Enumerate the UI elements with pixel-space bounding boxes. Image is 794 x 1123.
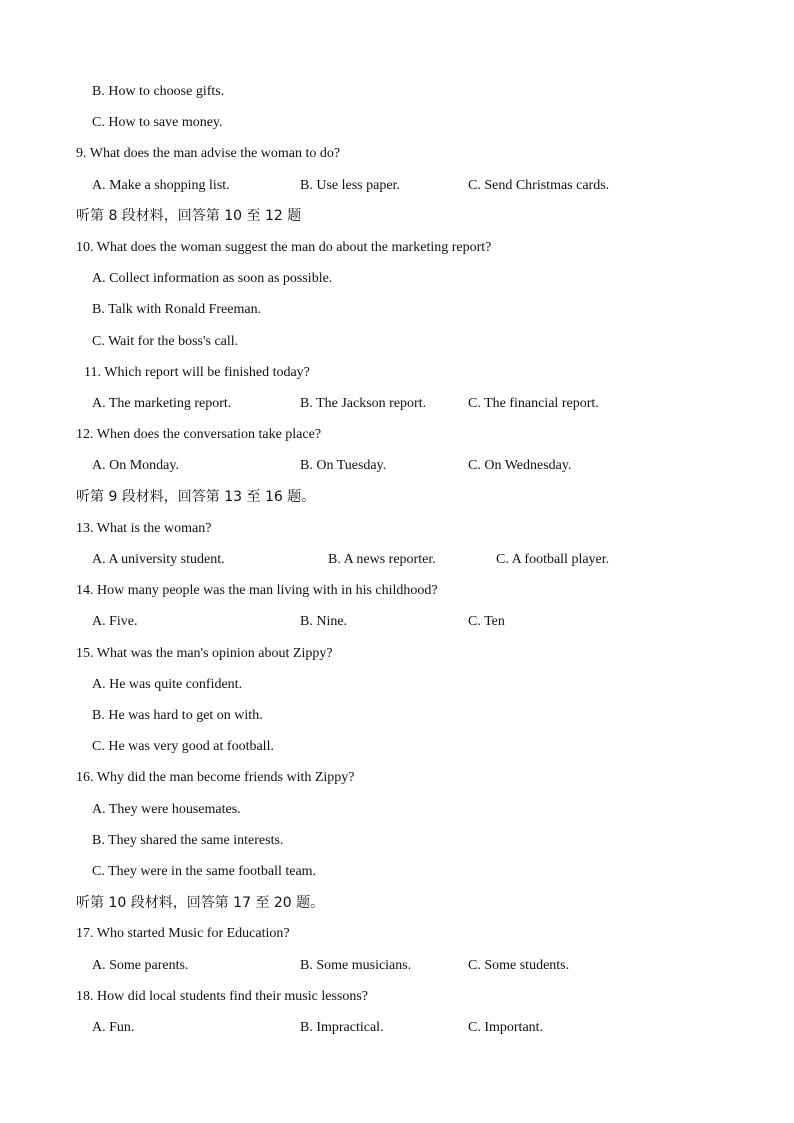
q17-option-c: C. Some students.	[468, 958, 570, 973]
section-heading-10: 听第 10 段材料，回答第 17 至 20 题。	[76, 895, 325, 911]
q15-option-b: B. He was hard to get on with.	[92, 708, 263, 723]
q15-option-c: C. He was very good at football.	[92, 739, 274, 754]
question-17: 17. Who started Music for Education?	[76, 926, 290, 941]
q9-option-c: C. Send Christmas cards.	[468, 178, 610, 193]
q16-option-b: B. They shared the same interests.	[92, 833, 284, 848]
q12-option-c: C. On Wednesday.	[468, 458, 572, 473]
q11-option-a: A. The marketing report.	[92, 396, 232, 411]
q8-option-c: C. How to save money.	[92, 115, 223, 130]
question-12: 12. When does the conversation take place?	[76, 427, 322, 442]
question-10: 10. What does the woman suggest the man do about the marketing report?	[76, 240, 492, 255]
section-heading-9: 听第 9 段材料，回答第 13 至 16 题。	[76, 489, 316, 505]
q14-option-c: C. Ten	[468, 614, 505, 629]
q9-option-b: B. Use less paper.	[300, 178, 400, 193]
q14-option-b: B. Nine.	[300, 614, 348, 629]
q17-option-a: A. Some parents.	[92, 958, 189, 973]
q12-option-b: B. On Tuesday.	[300, 458, 387, 473]
question-9: 9. What does the man advise the woman to do?	[76, 146, 341, 161]
q13-option-b: B. A news reporter.	[328, 552, 436, 567]
question-11: 11. Which report will be finished today?	[84, 365, 310, 380]
q18-option-b: B. Impractical.	[300, 1020, 384, 1035]
q18-option-a: A. Fun.	[92, 1020, 135, 1035]
q13-option-a: A. A university student.	[92, 552, 225, 567]
q14-option-a: A. Five.	[92, 614, 138, 629]
q10-option-c: C. Wait for the boss's call.	[92, 334, 239, 349]
section-heading-8: 听第 8 段材料，回答第 10 至 12 题	[76, 208, 302, 224]
q12-option-a: A. On Monday.	[92, 458, 179, 473]
question-15: 15. What was the man's opinion about Zippy?	[76, 646, 333, 661]
q9-option-a: A. Make a shopping list.	[92, 178, 230, 193]
q15-option-a: A. He was quite confident.	[92, 677, 243, 692]
q11-option-c: C. The financial report.	[468, 396, 599, 411]
q16-option-a: A. They were housemates.	[92, 802, 241, 817]
q11-option-b: B. The Jackson report.	[300, 396, 427, 411]
q13-option-c: C. A football player.	[496, 552, 610, 567]
question-18: 18. How did local students find their music lessons?	[76, 989, 369, 1004]
question-16: 16. Why did the man become friends with Zippy?	[76, 770, 355, 785]
q18-option-c: C. Important.	[468, 1020, 544, 1035]
question-14: 14. How many people was the man living with in his childhood?	[76, 583, 438, 598]
q10-option-b: B. Talk with Ronald Freeman.	[92, 302, 262, 317]
q16-option-c: C. They were in the same football team.	[92, 864, 317, 879]
q17-option-b: B. Some musicians.	[300, 958, 412, 973]
q10-option-a: A. Collect information as soon as possible.	[92, 271, 333, 286]
q8-option-b: B. How to choose gifts.	[92, 84, 225, 99]
question-13: 13. What is the woman?	[76, 521, 212, 536]
